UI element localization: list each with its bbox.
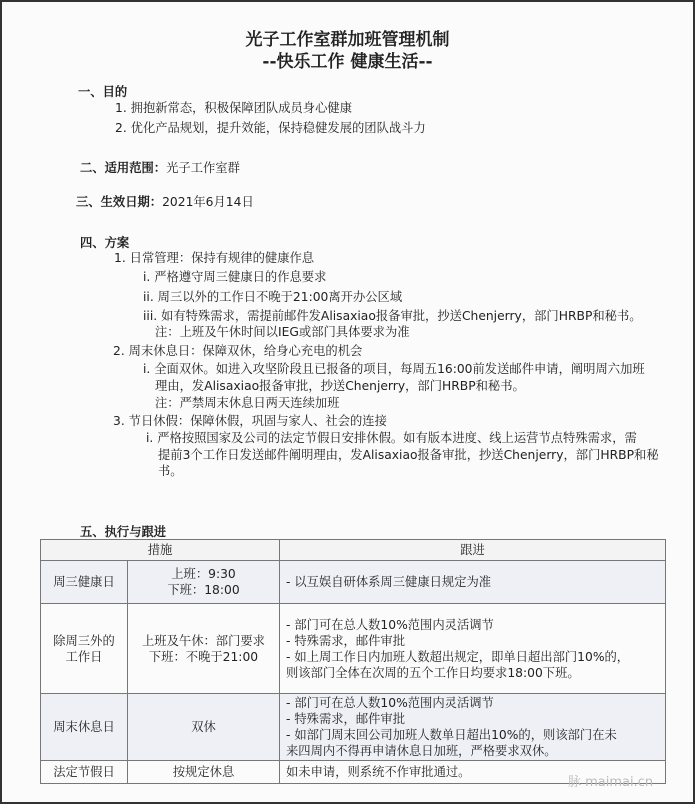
section-4-heading: 四、方案 [80,236,130,250]
section-1-item: 1. 拥抱新常态，积极保障团队成员身心健康 [115,101,352,115]
follow-line: - 部门可在总人数10%范围内灵活调节 [286,696,494,710]
row-day: 周末休息日 [41,694,128,761]
row-follow-up [280,694,666,761]
header-follow-up: 跟进 [280,540,666,561]
follow-line: - 特殊需求，邮件审批 [286,712,406,726]
follow-line: 来四周内不得再申请休息日加班，严格要求双休。 [286,744,557,758]
row-measure: 按规定休息 [128,761,280,784]
row-measure: 双休 [128,694,280,761]
row-day: 法定节假日 [41,761,128,784]
row-day: 周三健康日 [41,561,128,604]
section-5-heading: 五、执行与跟进 [80,525,167,539]
row-measure [128,604,280,694]
plan-1-item-ii: ii. 周三以外的工作日不晚于21:00离开办公区域 [143,290,403,304]
table-row [41,604,666,694]
section-1-heading: 一、目的 [78,85,128,99]
plan-1-note: 注：上班及午休时间以IEG或部门具体要求为准 [155,325,410,339]
document-subtitle: --快乐工作 健康生活-- [262,52,433,72]
plan-3-item-i: i. 严格按照国家及公司的法定节假日安排休假。如有版本进度、线上运营节点特殊需求，需 [146,431,637,445]
follow-line: - 如部门周末回公司加班人数单日超出10%的，则该部门在未 [286,728,617,742]
row-follow-up: - 以互娱自研体系周三健康日规定为准 [280,561,666,604]
measure-line: 下班：不晚于21:00 [148,649,259,664]
follow-up-table [40,539,666,784]
plan-1-item-i: i. 严格遵守周三健康日的作息要求 [143,270,327,284]
plan-1-item-iii: iii. 如有特殊需求，需提前邮件发Alisaxiao报备审批，抄送Chenjerry，部门HRBP和秘书。 [143,309,642,323]
follow-line: 则该部门全体在次周的五个工作日均要求18:00下班。 [286,665,580,680]
document-title: 光子工作室群加班管理机制 [245,30,450,50]
section-3-value: 2021年6月14日 [162,195,254,209]
table-row [41,561,666,604]
section-3-heading: 三、生效日期： [76,195,163,209]
section-2-heading: 二、适用范围： [80,161,167,175]
section-2 [80,160,240,176]
plan-2-title: 2. 周末休息日：保障双休，给身心充电的机会 [113,344,363,358]
measure-line: 下班：18:00 [167,583,240,597]
header-measures: 措施 [41,540,280,561]
plan-3-item-i-cont: 提前3个工作日发送邮件阐明理由，发Alisaxiao报备审批，抄送Chenjerry，部门HRBP和秘 [158,448,659,462]
table-header-row [41,540,666,561]
row-follow-up [280,604,666,694]
day-line: 工作日 [65,649,103,664]
section-2-value: 光子工作室群 [166,161,240,175]
follow-line: - 如上周工作日内加班人数超出规定，即单日超出部门10%的， [286,649,630,664]
plan-2-item-i-cont: 理由，发Alisaxiao报备审批，抄送Chenjerry，部门HRBP和秘书。 [155,379,525,393]
measure-line: 上班：9:30 [171,567,236,581]
day-line: 除周三外的 [53,633,115,648]
section-1-item: 2. 优化产品规划，提升效能，保持稳健发展的团队战斗力 [115,121,426,135]
measure-line: 上班及午休：部门要求 [142,633,265,648]
row-day [41,604,128,694]
watermark: 脉 maimai.cn [568,775,654,790]
row-measure [128,561,280,604]
plan-3-item-i-end: 书。 [158,464,183,478]
row-follow-up: 如未申请，则系统不作审批通过。 [280,761,666,784]
follow-line: - 部门可在总人数10%范围内灵活调节 [286,617,494,632]
plan-2-note: 注：严禁周末休息日两天连续加班 [155,396,340,410]
section-3 [76,194,254,210]
table-row [41,694,666,761]
plan-1-title: 1. 日常管理：保持有规律的健康作息 [114,251,315,265]
plan-2-item-i: i. 全面双休。如进入攻坚阶段且已报备的项目，每周五16:00前发送邮件申请，阐明周六加班 [143,362,645,376]
follow-line: - 特殊需求，邮件审批 [286,633,406,648]
plan-3-title: 3. 节日休假：保障休假，巩固与家人、社会的连接 [113,414,387,428]
